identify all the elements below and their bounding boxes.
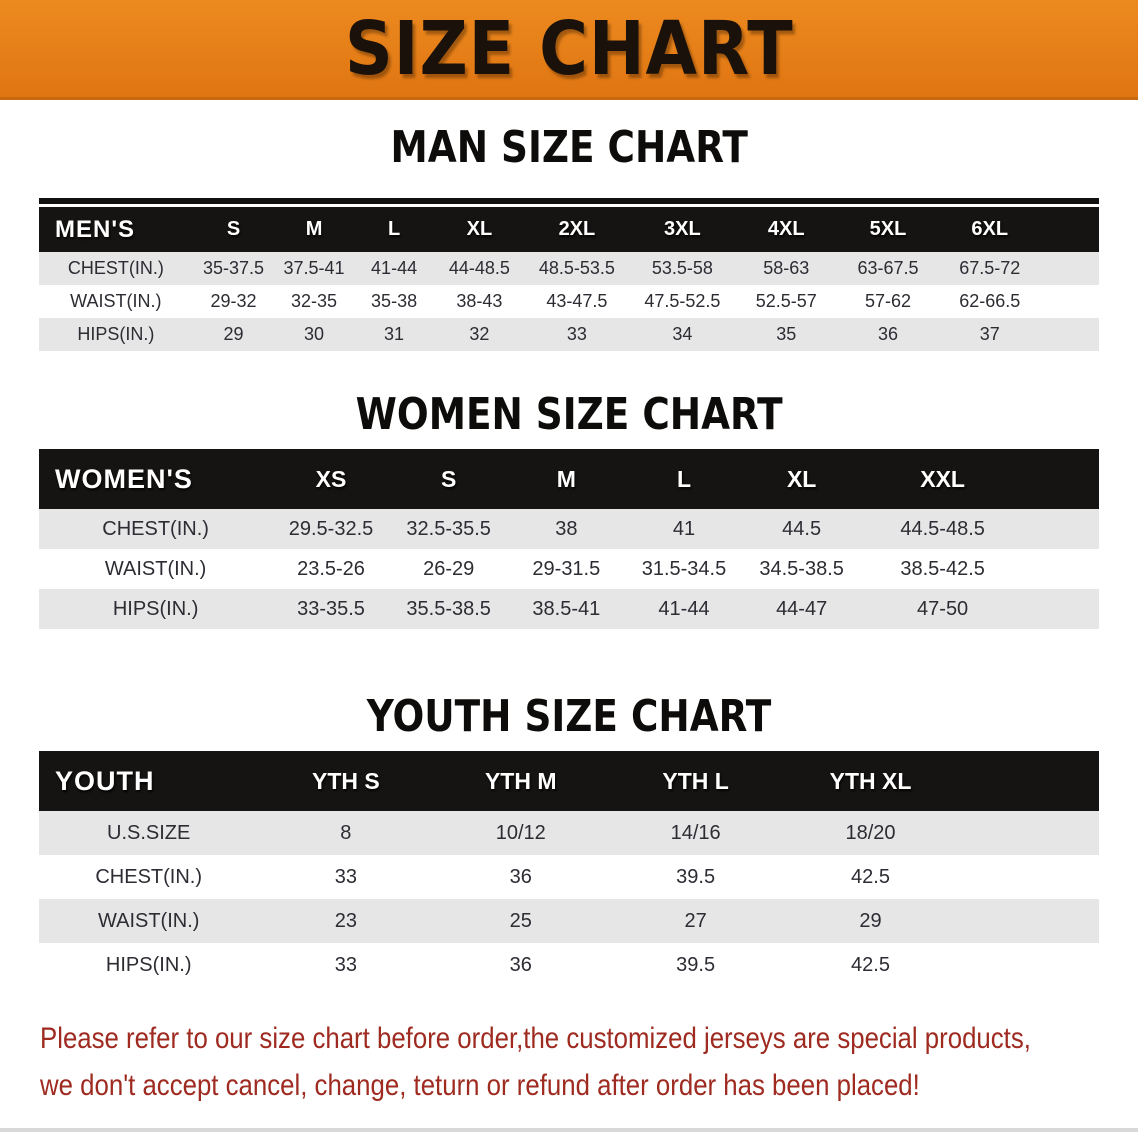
header-spacer <box>1025 449 1099 509</box>
size-cell: 42.5 <box>783 943 958 987</box>
bottom-edge-strip <box>0 1128 1138 1132</box>
size-cell: 41-44 <box>354 252 435 285</box>
size-cell: 35.5-38.5 <box>390 589 508 629</box>
men-table-top-rule <box>39 198 1099 204</box>
size-cell: 35-38 <box>354 285 435 318</box>
men-header-row <box>39 207 1099 252</box>
men-size-table <box>39 207 1099 351</box>
header-spacer <box>1041 207 1099 252</box>
size-cell: 31.5-34.5 <box>625 549 743 589</box>
size-cell: 63-67.5 <box>837 252 939 285</box>
row-label: HIPS(IN.) <box>39 943 258 987</box>
size-cell: 67.5-72 <box>939 252 1041 285</box>
size-cell: 41 <box>625 509 743 549</box>
men-hips-row <box>39 318 1099 351</box>
size-cell: 29-31.5 <box>508 549 626 589</box>
women-column-header: S <box>390 449 508 509</box>
women-section-heading <box>0 391 1138 449</box>
size-cell: 33-35.5 <box>272 589 390 629</box>
size-cell: 58-63 <box>735 252 837 285</box>
size-cell: 18/20 <box>783 811 958 855</box>
women-column-header: XS <box>272 449 390 509</box>
men-group-label: MEN'S <box>39 207 193 252</box>
women-heading-text: WOMEN SIZE CHART <box>355 389 783 440</box>
youth-column-header: YTH M <box>433 751 608 811</box>
size-cell: 33 <box>258 943 433 987</box>
women-header-row <box>39 449 1099 509</box>
size-cell: 29-32 <box>193 285 275 318</box>
footer-note <box>40 1015 1138 1109</box>
note-line-1: Please refer to our size chart before order,the customized jerseys are special products, <box>40 1022 1031 1055</box>
women-size-table <box>39 449 1099 629</box>
size-cell: 29 <box>193 318 275 351</box>
size-cell: 39.5 <box>608 943 783 987</box>
youth-column-header: YTH L <box>608 751 783 811</box>
row-label: CHEST(IN.) <box>39 252 193 285</box>
size-cell: 38 <box>508 509 626 549</box>
row-label: WAIST(IN.) <box>39 549 272 589</box>
row-label: HIPS(IN.) <box>39 589 272 629</box>
size-cell: 32-35 <box>274 285 354 318</box>
size-cell: 23.5-26 <box>272 549 390 589</box>
men-column-header: 5XL <box>837 207 939 252</box>
youth-waist-row <box>39 899 1099 943</box>
youth-column-header: YTH S <box>258 751 433 811</box>
men-column-header: XL <box>434 207 524 252</box>
size-cell: 47.5-52.5 <box>629 285 735 318</box>
size-cell: 35-37.5 <box>193 252 275 285</box>
size-cell: 36 <box>433 855 608 899</box>
women-column-header: XXL <box>860 449 1024 509</box>
size-cell: 53.5-58 <box>629 252 735 285</box>
size-cell: 48.5-53.5 <box>524 252 629 285</box>
men-column-header: S <box>193 207 275 252</box>
youth-chest-row <box>39 855 1099 899</box>
size-cell: 23 <box>258 899 433 943</box>
row-label: HIPS(IN.) <box>39 318 193 351</box>
women-group-label: WOMEN'S <box>39 449 272 509</box>
header-spacer <box>958 751 1099 811</box>
women-waist-row <box>39 549 1099 589</box>
size-cell: 25 <box>433 899 608 943</box>
size-cell: 35 <box>735 318 837 351</box>
men-column-header: 4XL <box>735 207 837 252</box>
cell-spacer <box>958 855 1099 899</box>
cell-spacer <box>958 943 1099 987</box>
note-line-2: we don't accept cancel, change, teturn or refund after order has been placed! <box>40 1069 920 1102</box>
size-cell: 44-47 <box>743 589 861 629</box>
row-label: WAIST(IN.) <box>39 285 193 318</box>
size-cell: 37 <box>939 318 1041 351</box>
youth-section-heading <box>0 693 1138 751</box>
size-cell: 36 <box>837 318 939 351</box>
men-waist-row <box>39 285 1099 318</box>
size-cell: 33 <box>524 318 629 351</box>
size-cell: 29.5-32.5 <box>272 509 390 549</box>
men-column-header: 2XL <box>524 207 629 252</box>
size-cell: 26-29 <box>390 549 508 589</box>
men-chest-row <box>39 252 1099 285</box>
banner-title: SIZE CHART <box>344 5 794 92</box>
size-cell: 36 <box>433 943 608 987</box>
youth-hips-row <box>39 943 1099 987</box>
men-column-header: M <box>274 207 354 252</box>
men-column-header: 3XL <box>629 207 735 252</box>
men-section-heading <box>0 124 1138 182</box>
women-hips-row <box>39 589 1099 629</box>
size-cell: 52.5-57 <box>735 285 837 318</box>
women-column-header: XL <box>743 449 861 509</box>
size-cell: 44.5-48.5 <box>860 509 1024 549</box>
youth-heading-text: YOUTH SIZE CHART <box>366 691 772 742</box>
youth-group-label: YOUTH <box>39 751 258 811</box>
size-cell: 27 <box>608 899 783 943</box>
size-cell: 30 <box>274 318 354 351</box>
size-cell: 38-43 <box>434 285 524 318</box>
size-cell: 32 <box>434 318 524 351</box>
size-cell: 31 <box>354 318 435 351</box>
row-label: CHEST(IN.) <box>39 509 272 549</box>
men-heading-text: MAN SIZE CHART <box>390 122 748 173</box>
youth-header-row <box>39 751 1099 811</box>
row-label: CHEST(IN.) <box>39 855 258 899</box>
women-column-header: L <box>625 449 743 509</box>
size-cell: 44-48.5 <box>434 252 524 285</box>
cell-spacer <box>1025 509 1099 549</box>
cell-spacer <box>1025 589 1099 629</box>
row-label: WAIST(IN.) <box>39 899 258 943</box>
cell-spacer <box>958 811 1099 855</box>
size-cell: 39.5 <box>608 855 783 899</box>
women-column-header: M <box>508 449 626 509</box>
size-cell: 38.5-41 <box>508 589 626 629</box>
youth-column-header: YTH XL <box>783 751 958 811</box>
size-cell: 41-44 <box>625 589 743 629</box>
size-cell: 37.5-41 <box>274 252 354 285</box>
size-cell: 8 <box>258 811 433 855</box>
size-cell: 38.5-42.5 <box>860 549 1024 589</box>
cell-spacer <box>1041 252 1099 285</box>
size-cell: 43-47.5 <box>524 285 629 318</box>
youth-ussize-row <box>39 811 1099 855</box>
size-cell: 34 <box>629 318 735 351</box>
size-cell: 47-50 <box>860 589 1024 629</box>
youth-size-table <box>39 751 1099 987</box>
size-cell: 10/12 <box>433 811 608 855</box>
size-cell: 29 <box>783 899 958 943</box>
size-cell: 14/16 <box>608 811 783 855</box>
banner <box>0 0 1138 100</box>
size-cell: 57-62 <box>837 285 939 318</box>
size-cell: 33 <box>258 855 433 899</box>
size-cell: 34.5-38.5 <box>743 549 861 589</box>
row-label: U.S.SIZE <box>39 811 258 855</box>
cell-spacer <box>958 899 1099 943</box>
cell-spacer <box>1041 285 1099 318</box>
size-cell: 42.5 <box>783 855 958 899</box>
cell-spacer <box>1025 549 1099 589</box>
men-column-header: 6XL <box>939 207 1041 252</box>
cell-spacer <box>1041 318 1099 351</box>
size-cell: 32.5-35.5 <box>390 509 508 549</box>
women-chest-row <box>39 509 1099 549</box>
men-column-header: L <box>354 207 435 252</box>
size-cell: 44.5 <box>743 509 861 549</box>
size-cell: 62-66.5 <box>939 285 1041 318</box>
